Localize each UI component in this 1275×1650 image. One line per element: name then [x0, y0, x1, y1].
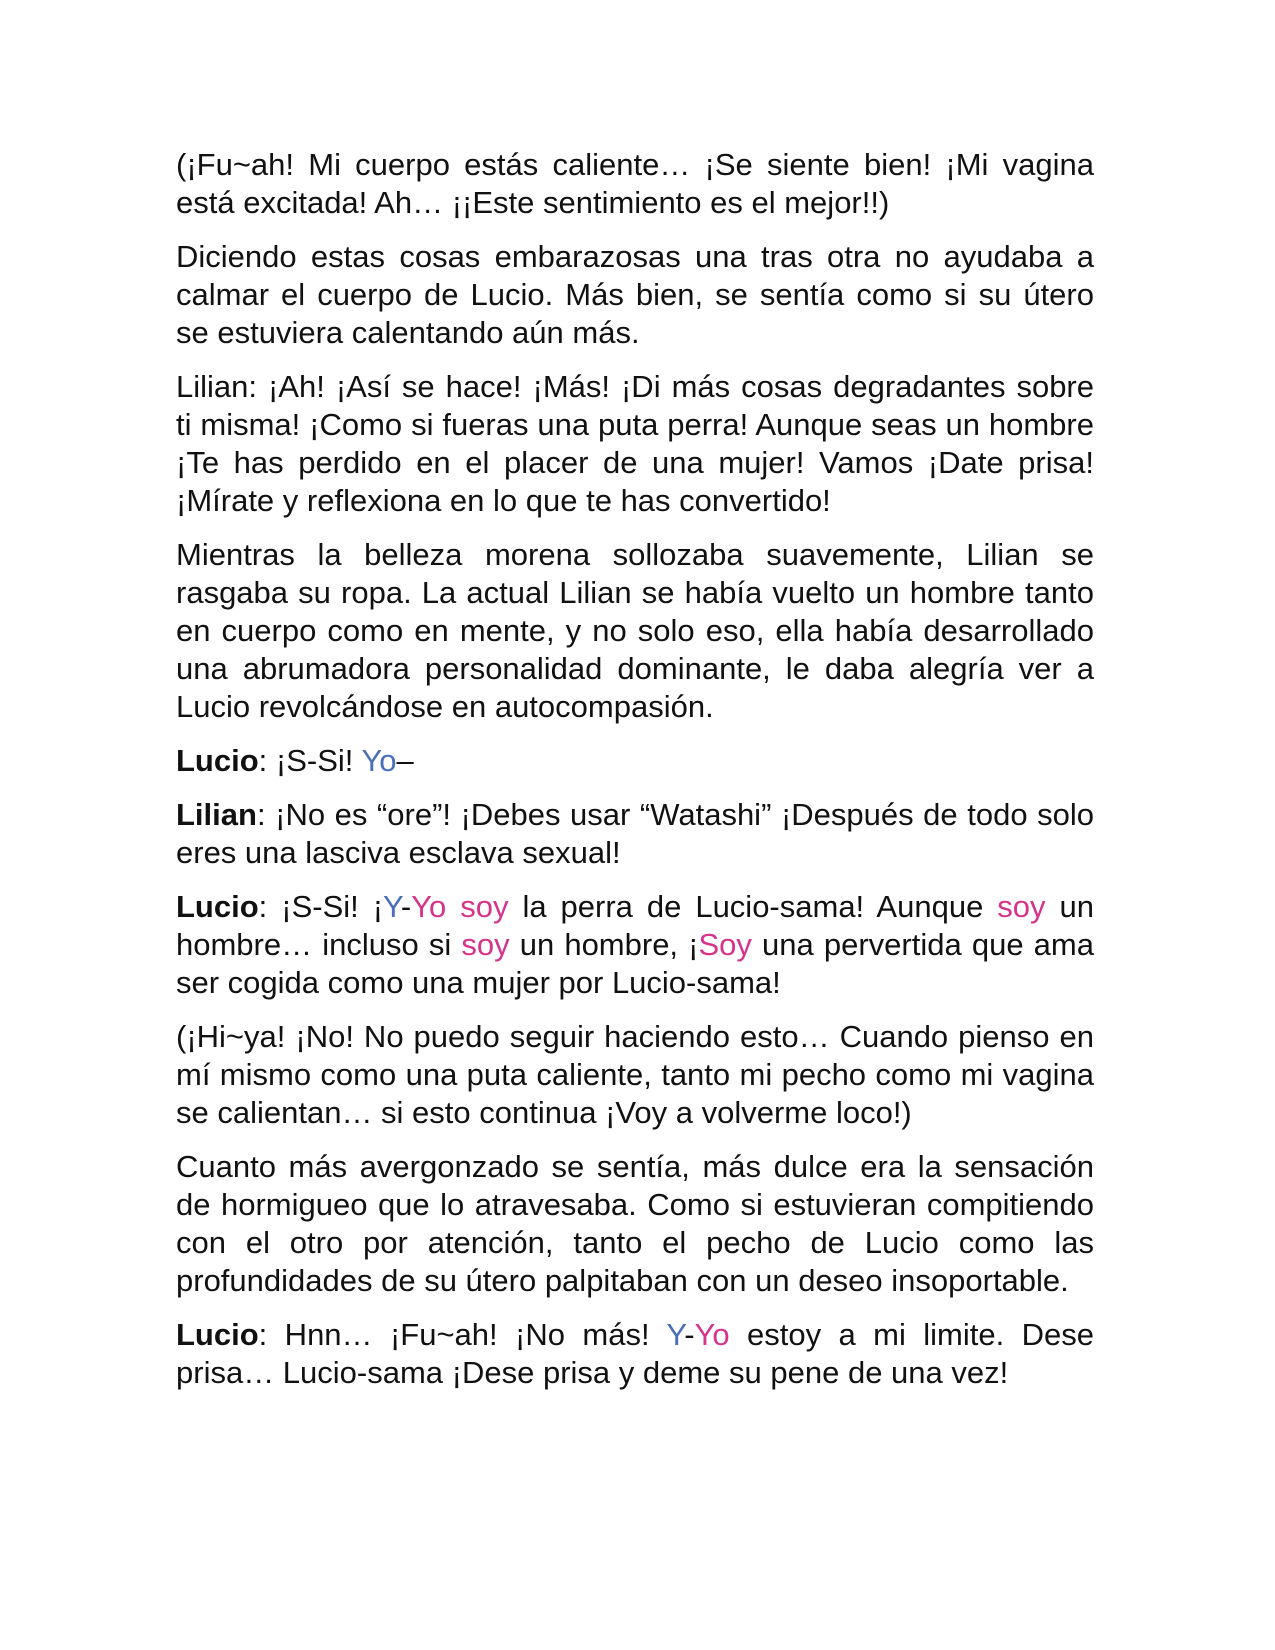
- document-page: [176, 146, 1094, 1408]
- dialogue-lilian: [176, 796, 1094, 872]
- highlight-pink: Yo: [411, 889, 447, 924]
- dialogue-text: : ¡S-Si! ¡: [258, 889, 384, 924]
- highlight-pink: soy: [460, 889, 509, 924]
- speaker-name: Lucio: [176, 889, 259, 924]
- dialogue-text: -: [684, 1317, 695, 1352]
- dialogue-text: –: [396, 743, 414, 778]
- paragraph-9: Cuanto más avergonzado se sentía, más dulce era la sensación de hormigueo que lo atravesaba. Como si estuvieran compitiendo con el otro por atención, tanto el pecho de Lucio como las profundidades de su útero palpitaban con un deseo insoportable.: [176, 1149, 1094, 1298]
- speaker-name: Lilian: [176, 797, 257, 832]
- highlight-blue: Y: [666, 1317, 685, 1352]
- dialogue-text: un hombre, ¡: [509, 927, 699, 962]
- highlight-blue: Y: [383, 889, 401, 924]
- paragraph-3: Lilian: ¡Ah! ¡Así se hace! ¡Más! ¡Di más cosas degradantes sobre ti misma! ¡Como si fueras una puta perra! Aunque seas un hombre ¡Te has perdido en el placer de una mujer! Vamos ¡Date prisa! ¡Mírate y reflexiona en lo que te has convertido!: [176, 369, 1094, 518]
- paragraph-2: Diciendo estas cosas embarazosas una tras otra no ayudaba a calmar el cuerpo de Lucio. Más bien, se sentía como si su útero se estuviera calentando aún más.: [176, 239, 1094, 350]
- highlight-pink: Soy: [698, 927, 752, 962]
- highlight-blue: Yo: [361, 743, 397, 778]
- speaker-name: Lucio: [176, 1317, 259, 1352]
- dialogue-text: : ¡S-Si!: [258, 743, 362, 778]
- highlight-pink: soy: [461, 927, 510, 962]
- speaker-name: Lucio: [176, 743, 259, 778]
- dialogue-lucio-2: [176, 888, 1094, 1002]
- paragraph-1: (¡Fu~ah! Mi cuerpo estás caliente… ¡Se siente bien! ¡Mi vagina está excitada! Ah… ¡¡Este sentimiento es el mejor!!): [176, 147, 1094, 220]
- dialogue-lucio-3: [176, 1316, 1094, 1392]
- paragraph-4: Mientras la belleza morena sollozaba suavemente, Lilian se rasgaba su ropa. La actual Lilian se había vuelto un hombre tanto en cuerpo como en mente, y no solo eso, ella había desarrollado una abrumadora personalidad dominante, le daba alegría ver a Lucio revolcándose en autocompasión.: [176, 537, 1094, 724]
- dialogue-text: -: [400, 889, 412, 924]
- dialogue-text: un hombre… incluso si: [176, 889, 1094, 962]
- dialogue-lucio-1: [176, 742, 1094, 780]
- dialogue-text: : ¡No es “ore”! ¡Debes usar “Watashi” ¡Después de todo solo eres una lasciva esclava sexual!: [176, 797, 1094, 870]
- dialogue-text: una pervertida que ama ser cogida como una mujer por Lucio-sama!: [176, 927, 1094, 1000]
- highlight-pink: soy: [997, 889, 1046, 924]
- dialogue-text: la perra de Lucio-sama! Aunque: [508, 889, 998, 924]
- dialogue-text: : Hnn… ¡Fu~ah! ¡No más!: [258, 1317, 667, 1352]
- highlight-pink: Yo: [694, 1317, 730, 1352]
- dialogue-text: estoy a mi limite. Dese prisa… Lucio-sama ¡Dese prisa y deme su pene de una vez!: [176, 1317, 1094, 1390]
- paragraph-8: (¡Hi~ya! ¡No! No puedo seguir haciendo esto… Cuando pienso en mí mismo como una puta caliente, tanto mi pecho como mi vagina se calientan… si esto continua ¡Voy a volverme loco!): [176, 1019, 1094, 1130]
- dialogue-text: [446, 889, 460, 924]
